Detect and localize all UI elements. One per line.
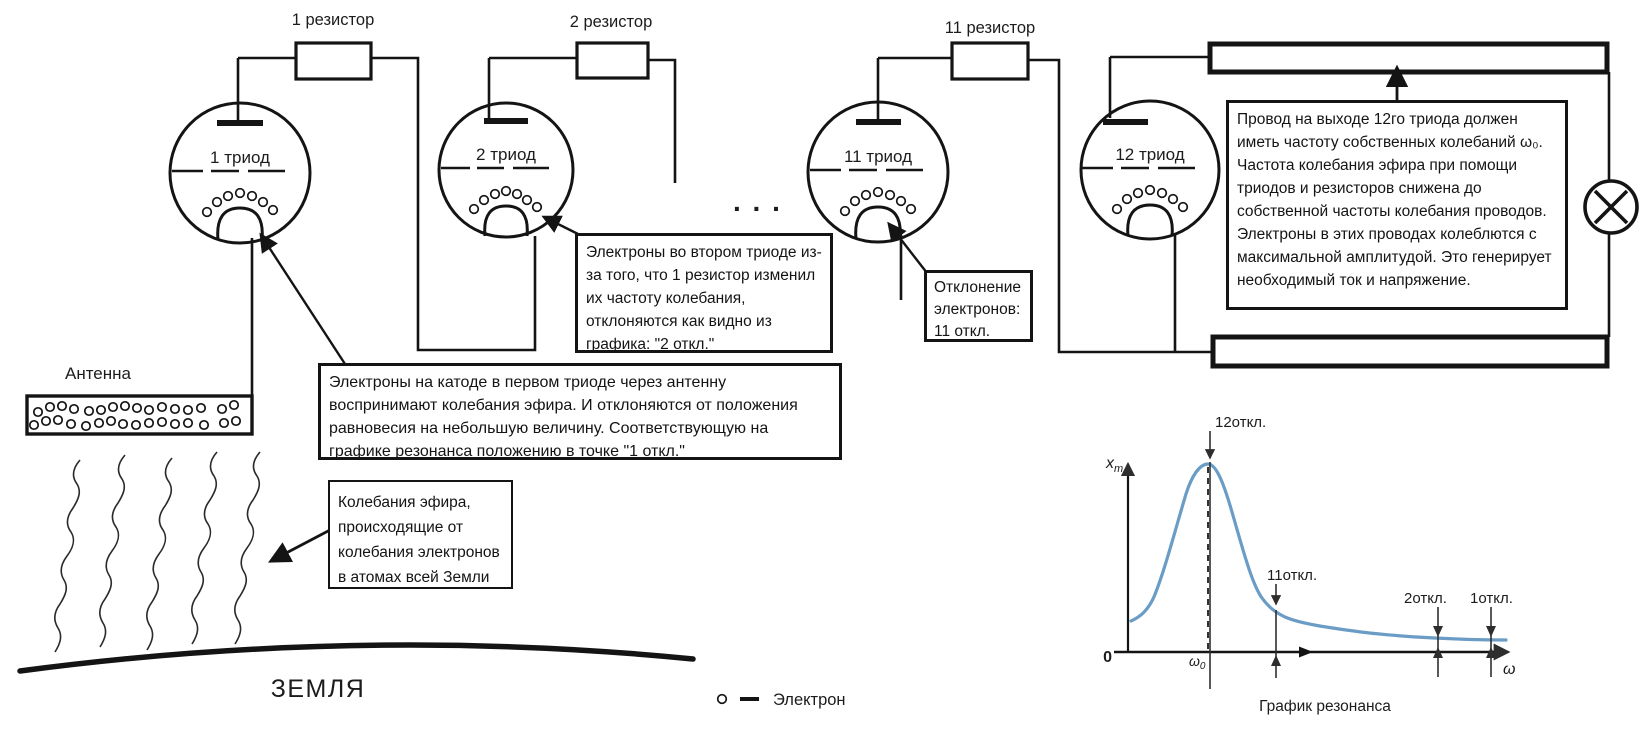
load-lamp-icon	[1585, 181, 1637, 233]
resistor-11-body	[952, 43, 1028, 79]
ether-wave	[235, 452, 260, 644]
note-triode11: Отклонение электронов: 11 откл.	[924, 270, 1033, 342]
arrow-to-triode11-cathode	[889, 224, 927, 273]
resonance-graph	[1103, 414, 1515, 715]
annotation-2otkl: 2откл.	[1404, 590, 1447, 607]
triode-1-cathode	[218, 208, 263, 240]
triode-1	[170, 103, 310, 243]
axis-direction-marker	[1299, 647, 1313, 658]
ether-wave	[100, 455, 125, 647]
ether-wave	[55, 460, 80, 652]
antenna	[27, 364, 252, 434]
triode-2-cathode	[485, 206, 528, 236]
resistor-2-label: 2 резистор	[569, 13, 653, 31]
note-ether: Колебания эфира, происходящие от колебания электронов в атомах всей Земли	[328, 480, 513, 589]
earth-surface	[20, 645, 693, 671]
arrow-to-triode1-cathode	[261, 235, 345, 364]
triode-12	[1081, 101, 1219, 239]
wire-resistor2-out	[648, 60, 675, 183]
x-axis-label: ω	[1503, 661, 1516, 678]
resistor-11	[945, 19, 1035, 79]
ether-wave	[147, 458, 172, 650]
continuation-dots: . . .	[733, 186, 782, 217]
resistor-1	[292, 11, 375, 79]
triode-12-cathode	[1128, 205, 1173, 236]
resistor-1-label: 1 резистор	[291, 11, 375, 29]
triode-11-electron-cloud	[841, 188, 916, 216]
annotation-1otkl: 1откл.	[1470, 590, 1513, 607]
electron-icon	[718, 695, 727, 704]
graph-title: График резонанса	[1259, 698, 1391, 715]
y-axis-label: $x_m$	[1106, 455, 1124, 475]
antenna-label: Антенна	[64, 364, 132, 383]
triode-1-label: 1 триод	[210, 148, 270, 167]
resistor-1-body	[296, 43, 371, 79]
arrow-to-triode2-cathode	[544, 217, 578, 234]
arrow-to-ether-waves	[271, 530, 330, 561]
triode-12-label: 12 триод	[1115, 145, 1185, 164]
annotation-12otkl: 12откл.	[1215, 414, 1267, 431]
triode-12-bulb	[1081, 101, 1219, 239]
ether-waves	[55, 452, 260, 652]
triode-11-cathode	[856, 207, 901, 239]
annotation-pointers	[1210, 431, 1496, 689]
resonance-curve	[1131, 464, 1506, 640]
pointer-1otkl-downhead	[1486, 626, 1496, 637]
triode-2-label: 2 триод	[476, 145, 536, 164]
ether-wave	[192, 452, 217, 644]
output-wire-plate-bottom	[1213, 337, 1607, 366]
resistor-2-body	[577, 43, 648, 78]
electron-legend-label: Электрон	[773, 691, 846, 709]
earth-label: ЗЕМЛЯ	[270, 675, 366, 703]
note-triode1: Электроны на катоде в первом триоде через антенну воспринимают колебания эфира. И отклоняются от положения равновесия на небольшую величину. Соответствующую на графике резонанса положению в точке "1 откл."	[318, 363, 842, 460]
origin-label: 0	[1103, 649, 1112, 666]
electron-legend	[718, 691, 846, 709]
triode-1-electron-cloud	[203, 189, 278, 217]
triode-12-electron-cloud	[1113, 186, 1188, 214]
annotation-11otkl: 11откл.	[1267, 567, 1318, 584]
note-triode2: Электроны во втором триоде из-за того, что 1 резистор изменил их частоту колебания, отклоняются как видно из графика: "2 откл."	[575, 233, 833, 353]
resistor-11-label: 11 резистор	[944, 19, 1036, 37]
triode-2-electron-cloud	[470, 187, 542, 214]
output-wire-plate-top	[1210, 44, 1607, 72]
triode-11-label: 11 триод	[843, 147, 913, 166]
triode-2	[439, 103, 573, 237]
pointer-11otkl-uphead	[1271, 655, 1281, 666]
resistor-2	[570, 13, 653, 78]
note-output: Провод на выходе 12го триода должен иметь частоту собственных колебаний ω₀. Частота колебания эфира при помощи триодов и резисторов снижена до собственной частоты колебания проводов. Электроны в этих проводах колеблются с максимальной амплитудой. Это генерирует необходимый ток и напряжение.	[1226, 100, 1568, 310]
omega0-tick-label: $\omega_0$	[1189, 653, 1206, 672]
pointer-2otkl-downhead	[1433, 626, 1443, 637]
triode-11	[808, 102, 948, 242]
